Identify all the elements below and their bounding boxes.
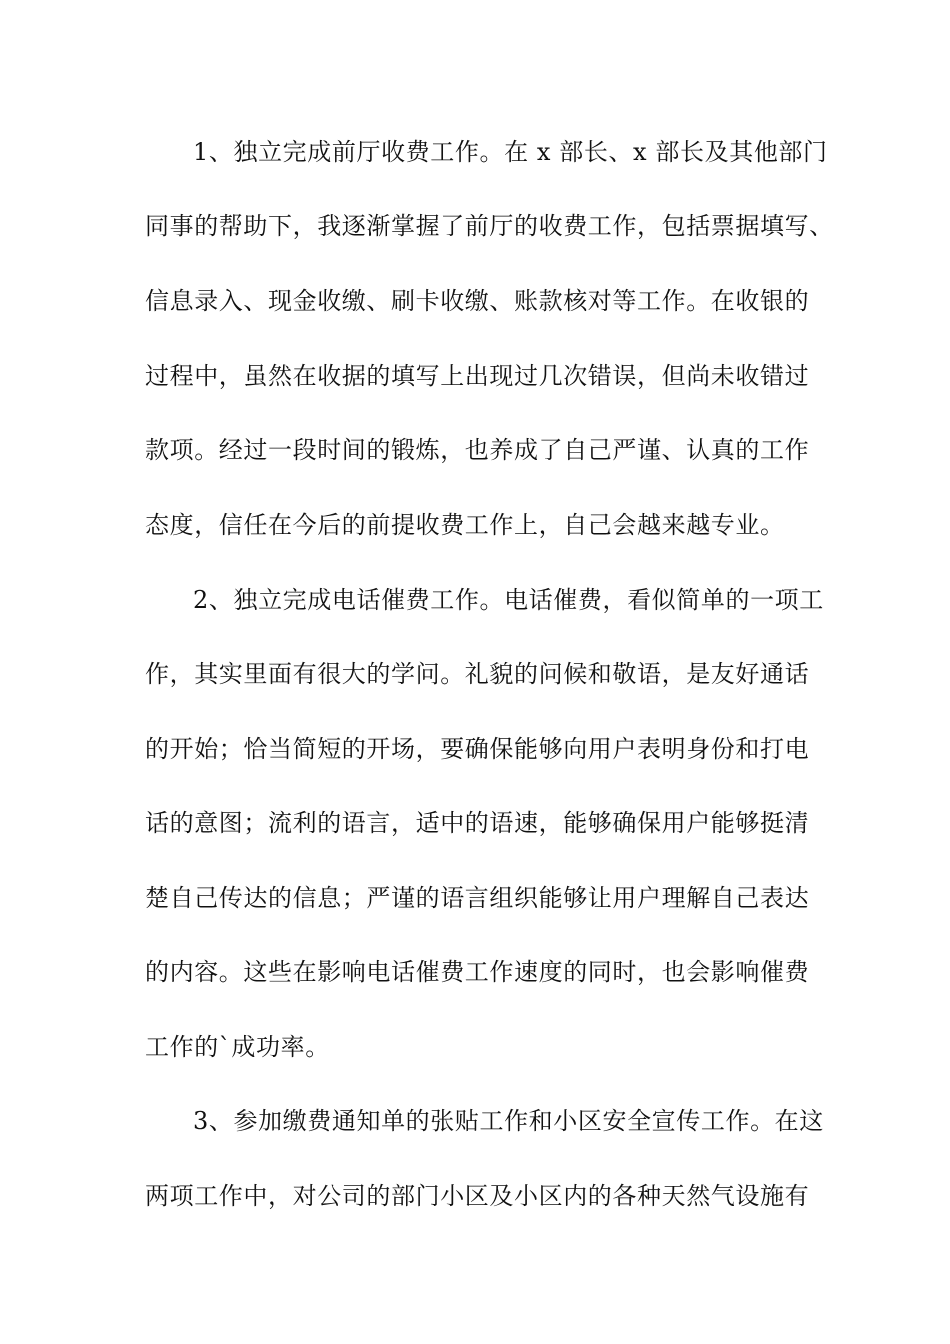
paragraph-2-line-5: 楚自己传达的信息；严谨的语言组织能够让用户理解自己表达 [145,884,810,912]
paragraph-2-line-2: 作，其实里面有很大的学问。礼貌的问候和敬语，是友好通话 [145,660,810,688]
paragraph-2-line-7: 工作的`成功率。 [145,1033,330,1061]
paragraph-1-line-4: 过程中，虽然在收据的填写上出现过几次错误，但尚未收错过 [145,362,810,390]
paragraph-2-line-6: 的内容。这些在影响电话催费工作速度的同时，也会影响催费 [145,958,810,986]
paragraph-3-line-2: 两项工作中，对公司的部门小区及小区内的各种天然气设施有 [145,1182,810,1210]
paragraph-1-line-2: 同事的帮助下，我逐渐掌握了前厅的收费工作，包括票据填写、 [145,212,834,240]
paragraph-1-line-5: 款项。经过一段时间的锻炼，也养成了自己严谨、认真的工作 [145,436,810,464]
paragraph-3-line-1: 3、参加缴费通知单的张贴工作和小区安全宣传工作。在这 [193,1107,824,1135]
paragraph-2-line-4: 话的意图；流利的语言，适中的语速，能够确保用户能够挺清 [145,809,810,837]
paragraph-2-line-1: 2、独立完成电话催费工作。电话催费，看似简单的一项工 [193,586,824,614]
paragraph-2-line-3: 的开始；恰当简短的开场，要确保能够向用户表明身份和打电 [145,735,810,763]
paragraph-1-line-1: 1、独立完成前厅收费工作。在 x 部长、x 部长及其他部门 [193,138,828,166]
paragraph-1-line-3: 信息录入、现金收缴、刷卡收缴、账款核对等工作。在收银的 [145,287,810,315]
paragraph-1-line-6: 态度，信任在今后的前提收费工作上，自己会越来越专业。 [145,511,785,539]
